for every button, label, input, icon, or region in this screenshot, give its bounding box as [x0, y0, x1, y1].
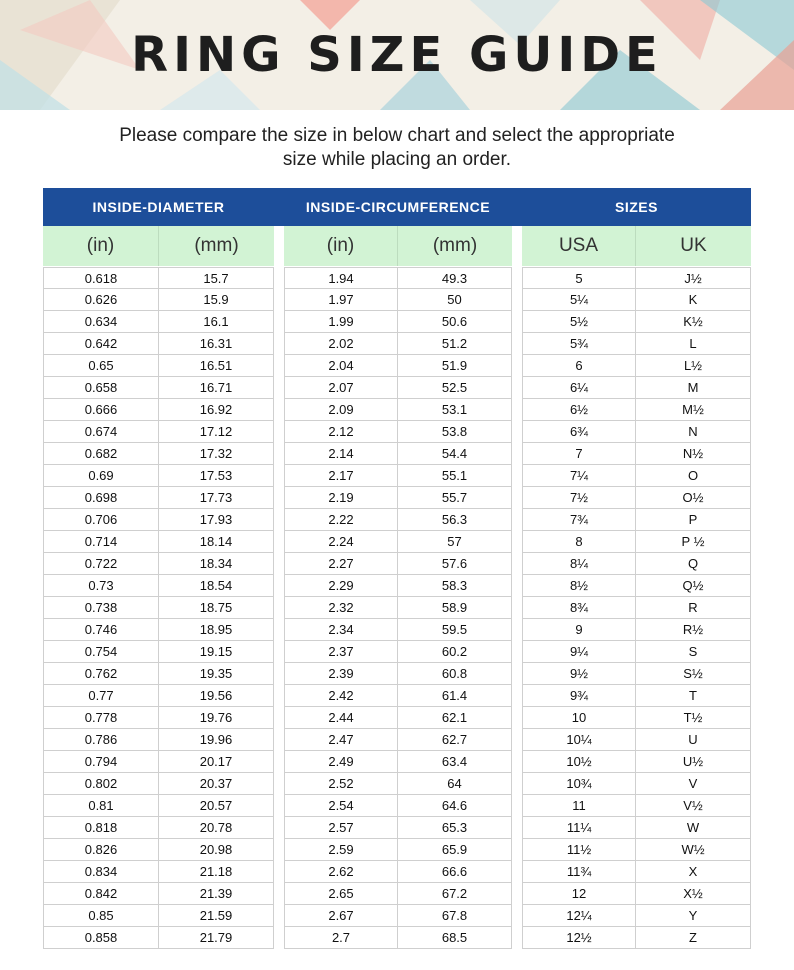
diameter-in-cell: 0.762 — [44, 663, 159, 685]
usa-size-cell: 11¼ — [523, 817, 636, 839]
diameter-mm-cell: 16.31 — [159, 333, 274, 355]
uk-size-cell: M — [636, 377, 751, 399]
table-row — [523, 487, 751, 509]
uk-size-cell: S — [636, 641, 751, 663]
table-row — [523, 861, 751, 883]
table-row — [44, 399, 274, 421]
circ-in-cell: 1.99 — [285, 311, 398, 333]
table-row — [285, 663, 512, 685]
circ-mm-cell: 64.6 — [398, 795, 512, 817]
table-row — [44, 707, 274, 729]
diameter-mm-cell: 15.9 — [159, 289, 274, 311]
table-row — [523, 883, 751, 905]
uk-size-cell: S½ — [636, 663, 751, 685]
circ-mm-cell: 53.1 — [398, 399, 512, 421]
diameter-mm-cell: 18.14 — [159, 531, 274, 553]
circ-mm-cell: 67.8 — [398, 905, 512, 927]
diameter-mm-cell: 19.56 — [159, 685, 274, 707]
circ-mm-cell: 60.8 — [398, 663, 512, 685]
usa-size-cell: 10¼ — [523, 729, 636, 751]
table-row — [523, 531, 751, 553]
usa-size-cell: 9¼ — [523, 641, 636, 663]
table-row — [44, 487, 274, 509]
uk-size-cell: Z — [636, 927, 751, 949]
uk-size-cell: X — [636, 861, 751, 883]
circ-in-cell: 2.07 — [285, 377, 398, 399]
circ-in-cell: 2.59 — [285, 839, 398, 861]
diameter-mm-cell: 17.12 — [159, 421, 274, 443]
circ-mm-cell: 65.9 — [398, 839, 512, 861]
unit-diameter-in: (in) — [43, 226, 159, 266]
banner — [0, 0, 794, 110]
usa-size-cell: 8½ — [523, 575, 636, 597]
sizes-table — [522, 267, 751, 949]
usa-size-cell: 8¼ — [523, 553, 636, 575]
table-row — [285, 531, 512, 553]
diameter-in-cell: 0.69 — [44, 465, 159, 487]
diameter-in-cell: 0.818 — [44, 817, 159, 839]
circ-in-cell: 2.04 — [285, 355, 398, 377]
uk-size-cell: W — [636, 817, 751, 839]
usa-size-cell: 11 — [523, 795, 636, 817]
table-row — [523, 575, 751, 597]
table-row — [523, 773, 751, 795]
usa-size-cell: 10¾ — [523, 773, 636, 795]
circ-mm-cell: 56.3 — [398, 509, 512, 531]
diameter-mm-cell: 17.93 — [159, 509, 274, 531]
table-row — [285, 443, 512, 465]
intro-text — [100, 124, 694, 172]
usa-size-cell: 12 — [523, 883, 636, 905]
circ-in-cell: 2.42 — [285, 685, 398, 707]
uk-size-cell: P ½ — [636, 531, 751, 553]
diameter-mm-cell: 19.35 — [159, 663, 274, 685]
circ-mm-cell: 64 — [398, 773, 512, 795]
table-row — [44, 443, 274, 465]
table-row — [523, 663, 751, 685]
diameter-mm-cell: 18.95 — [159, 619, 274, 641]
usa-size-cell: 7 — [523, 443, 636, 465]
uk-size-cell: J½ — [636, 267, 751, 289]
diameter-in-cell: 0.73 — [44, 575, 159, 597]
table-row — [44, 839, 274, 861]
circ-mm-cell: 55.1 — [398, 465, 512, 487]
circ-in-cell: 2.29 — [285, 575, 398, 597]
circ-mm-cell: 53.8 — [398, 421, 512, 443]
diameter-mm-cell: 17.32 — [159, 443, 274, 465]
table-row — [523, 641, 751, 663]
unit-circ-mm: (mm) — [398, 226, 512, 266]
diameter-mm-cell: 16.1 — [159, 311, 274, 333]
uk-size-cell: N½ — [636, 443, 751, 465]
circ-mm-cell: 57.6 — [398, 553, 512, 575]
table-row — [44, 509, 274, 531]
uk-size-cell: P — [636, 509, 751, 531]
circ-in-cell: 2.02 — [285, 333, 398, 355]
table-row — [44, 553, 274, 575]
table-row — [285, 839, 512, 861]
diameter-mm-cell: 15.7 — [159, 267, 274, 289]
table-row — [44, 795, 274, 817]
table-row — [285, 267, 512, 289]
diameter-in-cell: 0.842 — [44, 883, 159, 905]
table-row — [523, 553, 751, 575]
usa-size-cell: 11¾ — [523, 861, 636, 883]
uk-size-cell: Q — [636, 553, 751, 575]
circ-mm-cell: 62.7 — [398, 729, 512, 751]
uk-size-cell: W½ — [636, 839, 751, 861]
usa-size-cell: 7¾ — [523, 509, 636, 531]
table-row — [285, 861, 512, 883]
table-row — [523, 927, 751, 949]
usa-size-cell: 9½ — [523, 663, 636, 685]
circ-mm-cell: 50 — [398, 289, 512, 311]
diameter-table — [43, 267, 274, 949]
table-row — [44, 641, 274, 663]
diameter-mm-cell: 20.98 — [159, 839, 274, 861]
diameter-in-cell: 0.714 — [44, 531, 159, 553]
table-row — [285, 927, 512, 949]
uk-size-cell: T½ — [636, 707, 751, 729]
diameter-in-cell: 0.65 — [44, 355, 159, 377]
units-diameter — [43, 226, 274, 266]
circ-in-cell: 2.12 — [285, 421, 398, 443]
unit-circ-in: (in) — [284, 226, 398, 266]
page-title: RING SIZE GUIDE — [131, 27, 663, 83]
table-row — [44, 311, 274, 333]
usa-size-cell: 6¾ — [523, 421, 636, 443]
diameter-in-cell: 0.706 — [44, 509, 159, 531]
circ-in-cell: 2.54 — [285, 795, 398, 817]
table-row — [285, 795, 512, 817]
table-row — [44, 597, 274, 619]
circ-mm-cell: 57 — [398, 531, 512, 553]
usa-size-cell: 5¾ — [523, 333, 636, 355]
diameter-in-cell: 0.77 — [44, 685, 159, 707]
table-row — [285, 311, 512, 333]
table-row — [285, 641, 512, 663]
uk-size-cell: O½ — [636, 487, 751, 509]
table-row — [44, 465, 274, 487]
circ-mm-cell: 62.1 — [398, 707, 512, 729]
uk-size-cell: L½ — [636, 355, 751, 377]
table-row — [285, 575, 512, 597]
table-row — [523, 355, 751, 377]
table-row — [285, 883, 512, 905]
diameter-in-cell: 0.738 — [44, 597, 159, 619]
table-row — [44, 773, 274, 795]
diameter-in-cell: 0.794 — [44, 751, 159, 773]
usa-size-cell: 7¼ — [523, 465, 636, 487]
table-row — [285, 685, 512, 707]
uk-size-cell: N — [636, 421, 751, 443]
circ-in-cell: 2.17 — [285, 465, 398, 487]
header-inside-circumference: INSIDE-CIRCUMFERENCE — [305, 199, 491, 215]
circ-in-cell: 2.7 — [285, 927, 398, 949]
diameter-in-cell: 0.746 — [44, 619, 159, 641]
diameter-in-cell: 0.786 — [44, 729, 159, 751]
units-circumference — [284, 226, 512, 266]
uk-size-cell: U½ — [636, 751, 751, 773]
table-row — [523, 619, 751, 641]
table-row — [523, 905, 751, 927]
circ-mm-cell: 65.3 — [398, 817, 512, 839]
table-row — [285, 751, 512, 773]
table-row — [44, 927, 274, 949]
uk-size-cell: R — [636, 597, 751, 619]
circ-mm-cell: 52.5 — [398, 377, 512, 399]
uk-size-cell: Q½ — [636, 575, 751, 597]
uk-size-cell: O — [636, 465, 751, 487]
table-row — [44, 289, 274, 311]
diameter-in-cell: 0.642 — [44, 333, 159, 355]
circ-mm-cell: 67.2 — [398, 883, 512, 905]
table-row — [44, 377, 274, 399]
uk-size-cell: L — [636, 333, 751, 355]
table-row — [44, 861, 274, 883]
circumference-table — [284, 267, 512, 949]
circ-in-cell: 2.62 — [285, 861, 398, 883]
circ-in-cell: 2.67 — [285, 905, 398, 927]
usa-size-cell: 12¼ — [523, 905, 636, 927]
uk-size-cell: Y — [636, 905, 751, 927]
circ-mm-cell: 61.4 — [398, 685, 512, 707]
uk-size-cell: V — [636, 773, 751, 795]
table-row — [285, 355, 512, 377]
diameter-mm-cell: 21.79 — [159, 927, 274, 949]
circ-in-cell: 2.49 — [285, 751, 398, 773]
diameter-in-cell: 0.674 — [44, 421, 159, 443]
diameter-in-cell: 0.834 — [44, 861, 159, 883]
circ-mm-cell: 50.6 — [398, 311, 512, 333]
usa-size-cell: 11½ — [523, 839, 636, 861]
table-row — [285, 509, 512, 531]
table-row — [285, 399, 512, 421]
circ-in-cell: 2.19 — [285, 487, 398, 509]
circ-in-cell: 2.27 — [285, 553, 398, 575]
table-row — [285, 465, 512, 487]
uk-size-cell: M½ — [636, 399, 751, 421]
table-row — [285, 729, 512, 751]
table-row — [44, 883, 274, 905]
table-row — [285, 553, 512, 575]
unit-usa: USA — [522, 226, 636, 266]
circ-mm-cell: 59.5 — [398, 619, 512, 641]
circ-mm-cell: 51.2 — [398, 333, 512, 355]
table-row — [523, 817, 751, 839]
circ-mm-cell: 66.6 — [398, 861, 512, 883]
uk-size-cell: T — [636, 685, 751, 707]
diameter-mm-cell: 20.17 — [159, 751, 274, 773]
usa-size-cell: 8¾ — [523, 597, 636, 619]
usa-size-cell: 10½ — [523, 751, 636, 773]
table-row — [523, 751, 751, 773]
table-row — [285, 487, 512, 509]
diameter-in-cell: 0.658 — [44, 377, 159, 399]
table-row — [285, 817, 512, 839]
header-sizes: SIZES — [615, 199, 658, 215]
uk-size-cell: U — [636, 729, 751, 751]
table-row — [523, 839, 751, 861]
table-row — [44, 575, 274, 597]
table-row — [44, 355, 274, 377]
usa-size-cell: 9¾ — [523, 685, 636, 707]
diameter-mm-cell: 19.96 — [159, 729, 274, 751]
usa-size-cell: 9 — [523, 619, 636, 641]
uk-size-cell: K½ — [636, 311, 751, 333]
table-row — [44, 817, 274, 839]
table-row — [44, 421, 274, 443]
uk-size-cell: K — [636, 289, 751, 311]
usa-size-cell: 6½ — [523, 399, 636, 421]
diameter-in-cell: 0.754 — [44, 641, 159, 663]
table-row — [285, 707, 512, 729]
table-row — [523, 333, 751, 355]
usa-size-cell: 6¼ — [523, 377, 636, 399]
table-row — [285, 905, 512, 927]
table-row — [523, 707, 751, 729]
circ-in-cell: 2.52 — [285, 773, 398, 795]
table-row — [44, 531, 274, 553]
uk-size-cell: V½ — [636, 795, 751, 817]
units-sizes — [522, 226, 751, 266]
table-row — [285, 289, 512, 311]
diameter-mm-cell: 16.51 — [159, 355, 274, 377]
circ-in-cell: 2.39 — [285, 663, 398, 685]
circ-in-cell: 2.34 — [285, 619, 398, 641]
diameter-in-cell: 0.802 — [44, 773, 159, 795]
diameter-in-cell: 0.778 — [44, 707, 159, 729]
usa-size-cell: 8 — [523, 531, 636, 553]
table-row — [523, 377, 751, 399]
diameter-in-cell: 0.634 — [44, 311, 159, 333]
circ-in-cell: 1.97 — [285, 289, 398, 311]
diameter-in-cell: 0.698 — [44, 487, 159, 509]
circ-in-cell: 2.57 — [285, 817, 398, 839]
table-row — [44, 685, 274, 707]
uk-size-cell: R½ — [636, 619, 751, 641]
table-row — [285, 333, 512, 355]
circ-mm-cell: 63.4 — [398, 751, 512, 773]
diameter-mm-cell: 18.34 — [159, 553, 274, 575]
circ-in-cell: 2.24 — [285, 531, 398, 553]
circ-mm-cell: 68.5 — [398, 927, 512, 949]
diameter-mm-cell: 19.76 — [159, 707, 274, 729]
table-row — [285, 421, 512, 443]
table-row — [285, 619, 512, 641]
diameter-mm-cell: 16.92 — [159, 399, 274, 421]
circ-in-cell: 2.14 — [285, 443, 398, 465]
circ-in-cell: 2.47 — [285, 729, 398, 751]
circ-mm-cell: 51.9 — [398, 355, 512, 377]
circ-mm-cell: 58.9 — [398, 597, 512, 619]
diameter-in-cell: 0.682 — [44, 443, 159, 465]
circ-mm-cell: 58.3 — [398, 575, 512, 597]
table-row — [44, 663, 274, 685]
circ-in-cell: 2.37 — [285, 641, 398, 663]
diameter-in-cell: 0.858 — [44, 927, 159, 949]
usa-size-cell: 12½ — [523, 927, 636, 949]
circ-in-cell: 2.44 — [285, 707, 398, 729]
table-row — [44, 751, 274, 773]
diameter-mm-cell: 17.73 — [159, 487, 274, 509]
diameter-mm-cell: 21.39 — [159, 883, 274, 905]
diameter-in-cell: 0.826 — [44, 839, 159, 861]
table-row — [523, 399, 751, 421]
diameter-mm-cell: 19.15 — [159, 641, 274, 663]
circ-mm-cell: 54.4 — [398, 443, 512, 465]
usa-size-cell: 10 — [523, 707, 636, 729]
table-row — [44, 729, 274, 751]
table-row — [285, 597, 512, 619]
circ-mm-cell: 60.2 — [398, 641, 512, 663]
diameter-in-cell: 0.722 — [44, 553, 159, 575]
diameter-in-cell: 0.618 — [44, 267, 159, 289]
intro-line-2: size while placing an order. — [282, 149, 512, 170]
diameter-in-cell: 0.666 — [44, 399, 159, 421]
diameter-mm-cell: 17.53 — [159, 465, 274, 487]
table-row — [523, 289, 751, 311]
diameter-mm-cell: 20.78 — [159, 817, 274, 839]
table-row — [44, 905, 274, 927]
header-inside-diameter: INSIDE-DIAMETER — [92, 199, 225, 215]
usa-size-cell: 5¼ — [523, 289, 636, 311]
table-row — [523, 311, 751, 333]
usa-size-cell: 6 — [523, 355, 636, 377]
table-row — [523, 267, 751, 289]
intro-line-1: Please compare the size in below chart and select the appropriate — [119, 125, 675, 146]
table-row — [523, 685, 751, 707]
table-row — [44, 267, 274, 289]
diameter-mm-cell: 18.54 — [159, 575, 274, 597]
diameter-in-cell: 0.81 — [44, 795, 159, 817]
circ-in-cell: 1.94 — [285, 267, 398, 289]
circ-in-cell: 2.32 — [285, 597, 398, 619]
usa-size-cell: 7½ — [523, 487, 636, 509]
unit-diameter-mm: (mm) — [159, 226, 274, 266]
circ-mm-cell: 49.3 — [398, 267, 512, 289]
table-row — [523, 465, 751, 487]
table-row — [523, 795, 751, 817]
circ-in-cell: 2.22 — [285, 509, 398, 531]
diameter-in-cell: 0.85 — [44, 905, 159, 927]
table-row — [523, 443, 751, 465]
diameter-mm-cell: 16.71 — [159, 377, 274, 399]
uk-size-cell: X½ — [636, 883, 751, 905]
diameter-mm-cell: 18.75 — [159, 597, 274, 619]
table-row — [285, 773, 512, 795]
diameter-mm-cell: 20.37 — [159, 773, 274, 795]
diameter-mm-cell: 21.18 — [159, 861, 274, 883]
circ-in-cell: 2.65 — [285, 883, 398, 905]
table-row — [44, 333, 274, 355]
table-row — [523, 729, 751, 751]
diameter-mm-cell: 20.57 — [159, 795, 274, 817]
table-row — [523, 421, 751, 443]
circ-in-cell: 2.09 — [285, 399, 398, 421]
usa-size-cell: 5 — [523, 267, 636, 289]
diameter-mm-cell: 21.59 — [159, 905, 274, 927]
table-row — [523, 509, 751, 531]
unit-uk: UK — [636, 226, 751, 266]
table-row — [285, 377, 512, 399]
table-row — [523, 597, 751, 619]
circ-mm-cell: 55.7 — [398, 487, 512, 509]
usa-size-cell: 5½ — [523, 311, 636, 333]
diameter-in-cell: 0.626 — [44, 289, 159, 311]
table-row — [44, 619, 274, 641]
